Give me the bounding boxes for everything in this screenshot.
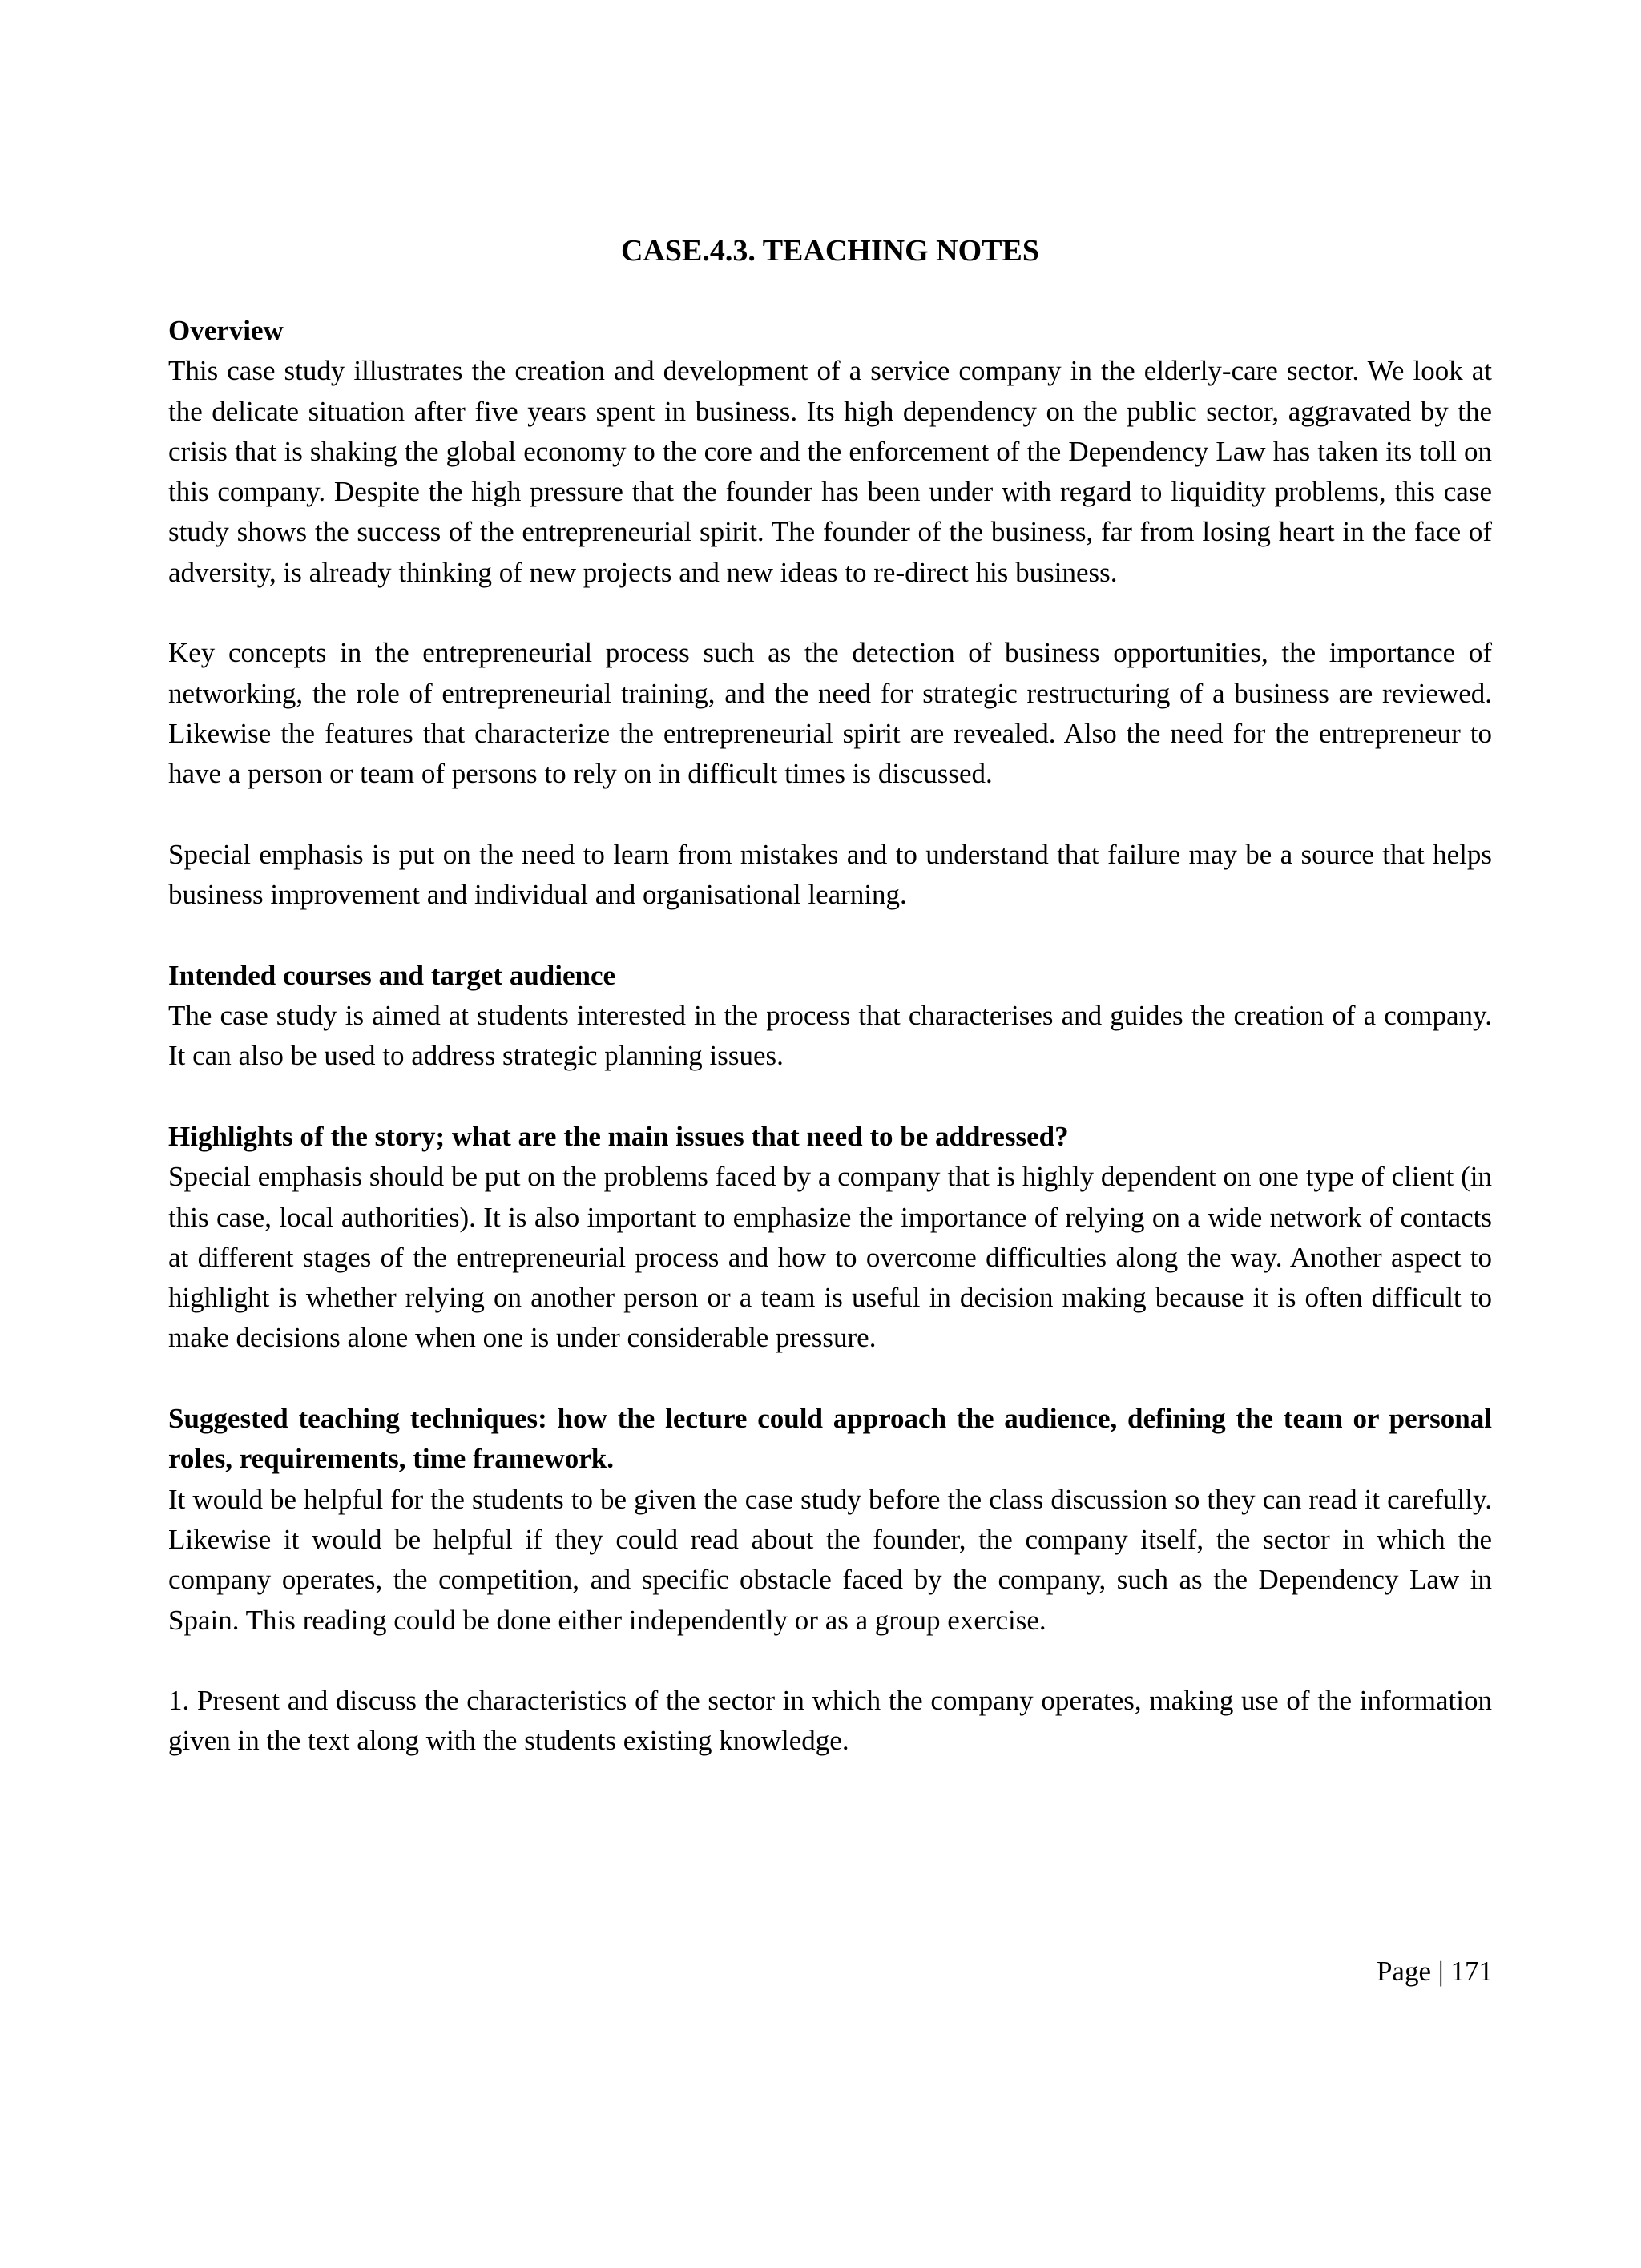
overview-paragraph-1: This case study illustrates the creation and development of a service company in the elderly-care sector. We look at the delicate situation after five years spent in business. Its high dependency on the public sector, aggravated by the crisis that is shaking the global economy to the core and the enforcement of the Dependency Law has taken its toll on this company. Despite the high pressure that the founder has been under with regard to liquidity problems, this case study shows the success of the entrepreneurial spirit. The founder of the business, far from losing heart in the face of adversity, is already thinking of new projects and new ideas to re-direct his business. — [168, 355, 1492, 588]
paragraph-spacer — [168, 1359, 1492, 1399]
techniques-paragraph-1: It would be helpful for the students to be given the case study before the class discussion so they can read it carefully. Likewise it would be helpful if they could read about the founder, the company itself, the sector in which the company operates, the competition, and specific obstacle faced by the company, such as the Dependency Law in Spain. This reading could be done either independently or as a group exercise. — [168, 1483, 1492, 1636]
section-heading-overview: Overview — [168, 315, 284, 346]
section-heading-techniques: Suggested teaching techniques: how the lecture could approach the audience, defining the team or personal roles, requirements, time framework. — [168, 1403, 1492, 1475]
section-heading-highlights: Highlights of the story; what are the main issues that need to be addressed? — [168, 1120, 1069, 1152]
page-number: Page | 171 — [1376, 1956, 1493, 1987]
techniques-list-item-1: 1. Present and discuss the characteristics of the sector in which the company operates, making use of the information given in the text along with the students existing knowledge. — [168, 1685, 1492, 1757]
overview-paragraph-2: Key concepts in the entrepreneurial process such as the detection of business opportunities, the importance of networking, the role of entrepreneurial training, and the need for strategic restructuring of a business are reviewed. Likewise the features that characterize the entrepreneurial spirit are revealed. Also the need for the entrepreneur to have a person or team of persons to rely on in difficult times is discussed. — [168, 637, 1492, 790]
courses-paragraph-1: The case study is aimed at students interested in the process that characterises and guides the creation of a company. It can also be used to address strategic planning issues. — [168, 1000, 1492, 1072]
paragraph-spacer — [168, 593, 1492, 633]
overview-paragraph-3: Special emphasis is put on the need to learn from mistakes and to understand that failure may be a source that helps business improvement and individual and organisational learning. — [168, 838, 1492, 911]
paragraph-spacer — [168, 915, 1492, 955]
page-title: CASE.4.3. TEACHING NOTES — [621, 234, 1039, 268]
highlights-paragraph-1: Special emphasis should be put on the problems faced by a company that is highly dependent on one type of client (in this case, local authorities). It is also important to emphasize the importance of relying on a wide network of contacts at different stages of the entrepreneurial process and how to overcome difficulties along the way. Another aspect to highlight is whether relying on another person or a team is useful in decision making because it is often difficult to make decisions alone when one is under considerable pressure. — [168, 1161, 1492, 1354]
paragraph-spacer — [168, 1641, 1492, 1681]
paragraph-spacer — [168, 795, 1492, 835]
section-heading-courses: Intended courses and target audience — [168, 959, 616, 991]
document-body — [168, 231, 1492, 1762]
paragraph-spacer — [168, 1077, 1492, 1117]
